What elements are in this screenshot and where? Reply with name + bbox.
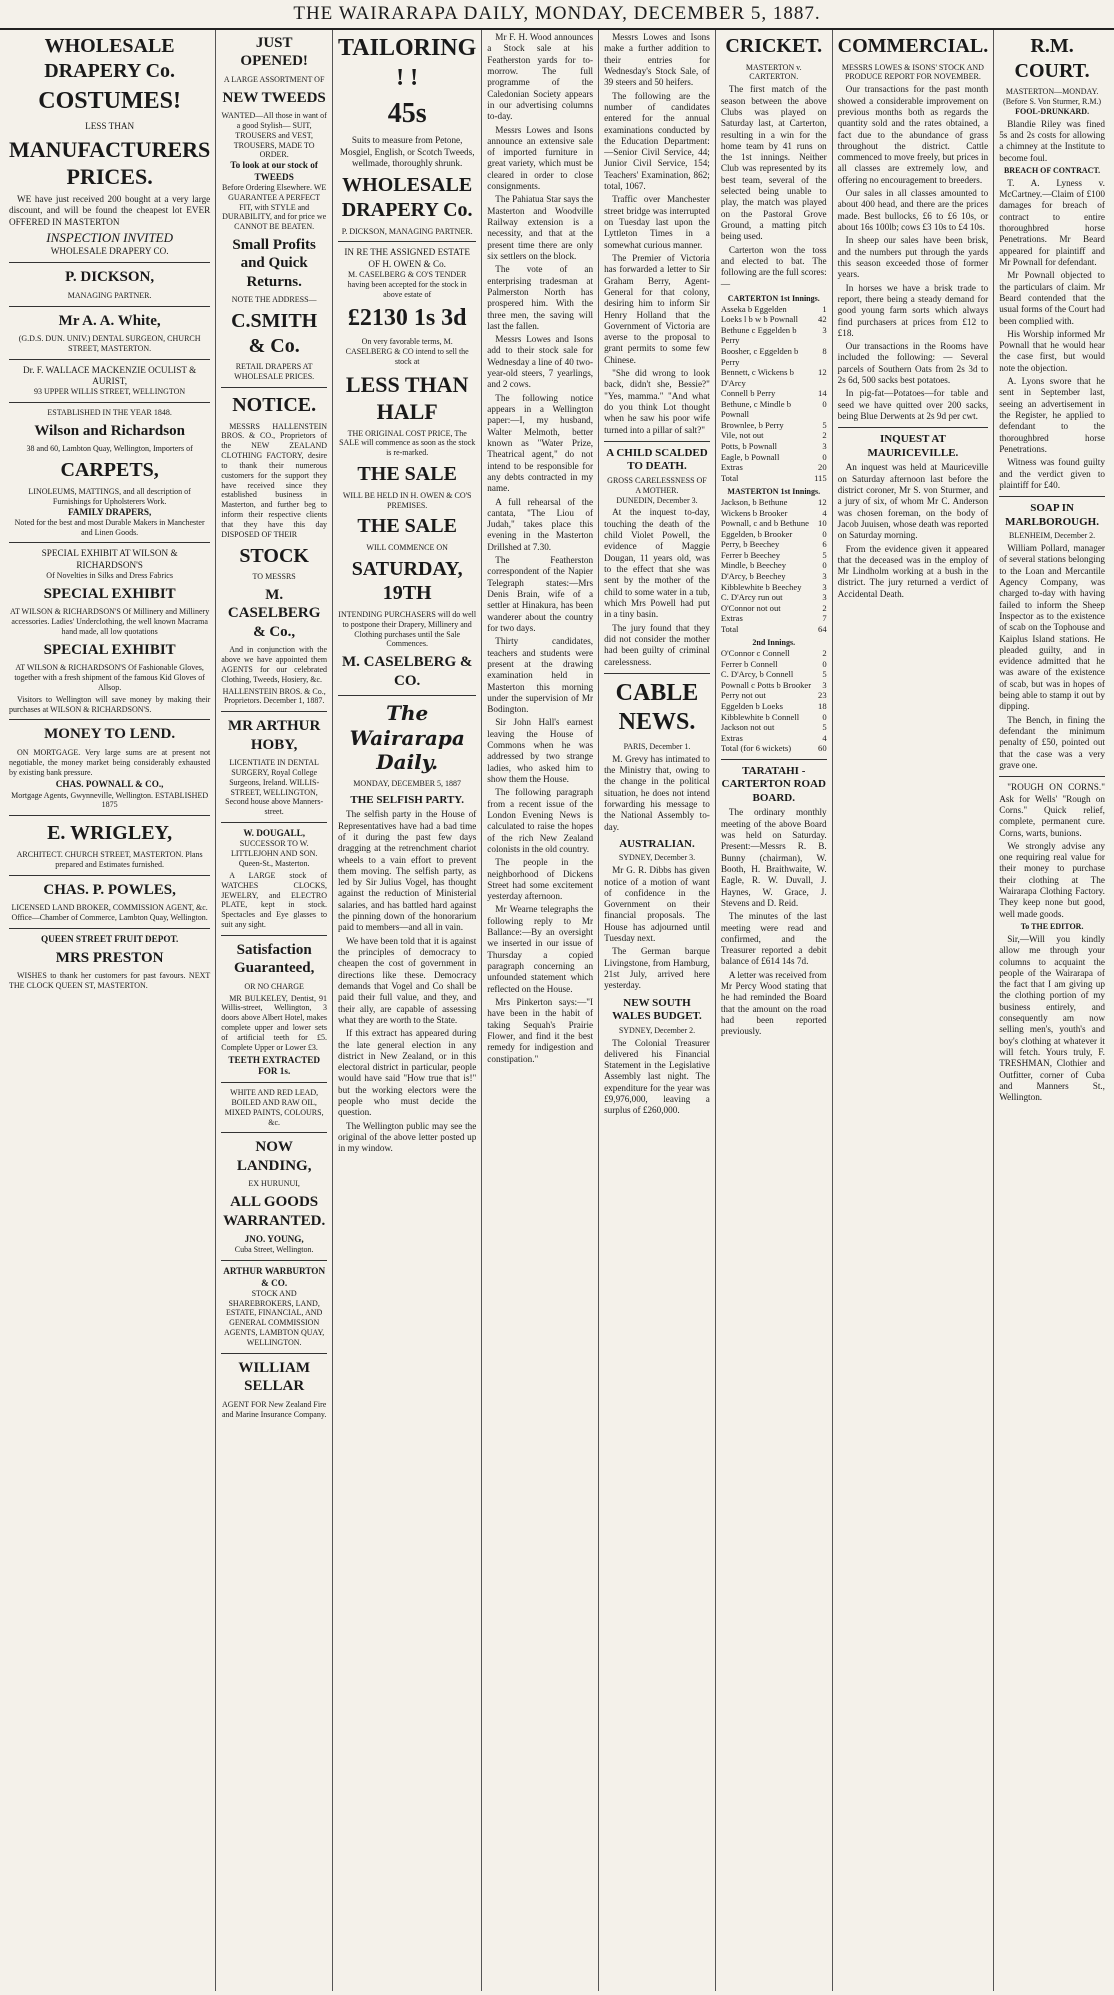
- batsman: Jackson not out: [720, 722, 775, 733]
- column-6: [716, 30, 833, 1991]
- batsman: Extras: [720, 732, 743, 743]
- batsman: Jackson, b Bethune: [720, 497, 788, 508]
- article-paragraph: Thirty candidates, teachers and students were present at the drawing examination held in Masterton this morning under the supervision of Mr Bodington.: [487, 636, 594, 715]
- article-subtitle: (Before S. Von Sturmer, R.M.): [1003, 97, 1102, 107]
- ad-subline: A LARGE ASSORTMENT OF: [223, 74, 325, 84]
- runs: 18: [818, 701, 827, 712]
- batsman: O'Connor not out: [720, 602, 781, 613]
- ad-subline: MANAGING PARTNER.: [67, 290, 152, 300]
- ad-headline: M. CASELBERG & CO.: [341, 654, 473, 689]
- paper-title: The Wairarapa Daily.: [349, 701, 465, 775]
- scorecard-row: [721, 613, 827, 624]
- article-paragraph: Traffic over Manchester street bridge was interrupted on Tuesday last upon the Lyttleton Times in a somewhat curious manner.: [604, 194, 710, 250]
- ad-body: And in conjunction with the above we have appointed them AGENTS for our celebrated Clothing, Tweeds, Hosiery, &c.: [221, 645, 328, 684]
- article-title: INQUEST AT MAURICEVILLE.: [867, 433, 959, 459]
- batsman: Total: [720, 472, 739, 483]
- ad-subline: LICENTIATE IN DENTAL SURGERY, Royal College Surgeons, Ireland. WILLIS-STREET, WELLINGTON, Second house above Manners-street.: [225, 758, 324, 817]
- article-paragraph: T. A. Lyness v. McCartney.—Claim of £100 damages for breach of contract to entire thoroughbred horse Penetrations. Mr Beard appeared for plaintiff and Mr Pownall for defendant.: [999, 177, 1105, 267]
- article-paragraph: The first match of the season between the above Clubs was played on Saturday last, at Carterton, resulting in a win for the home team by 41 runs on the 1st innings. Neither Club was represented by its best team, several of the selected being unable to play, the match was played on the Pastoral Grove Ground, a matting pitch being used.: [720, 84, 827, 242]
- article-paragraph: The vote of an enterprising tradesman at Palmerston North has prospered him. With the three men, the saving will last the fallen.: [487, 264, 594, 331]
- ad-headline: WILLIAM SELLAR: [238, 1359, 310, 1395]
- batsman: Loeks l b w b Pownall: [720, 314, 798, 325]
- ad-subline: INTENDING PURCHASERS will do well to postpone their Drapery, Millinery and Clothing purchases until the Sale Commences.: [338, 609, 477, 649]
- batsman: Wickens b Brooker: [720, 507, 788, 518]
- scorecard-row: [721, 648, 827, 659]
- ad-headline: COSTUMES!: [38, 88, 181, 115]
- ad-subline: Mortgage Agents, Gwynneville, Wellington. ESTABLISHED 1875: [11, 790, 209, 810]
- ad-subline: SUCCESSOR TO W. LITTLEJOHN AND SON. Queen-St., Masterton.: [230, 839, 318, 869]
- ad-subline: OR NO CHARGE: [244, 981, 304, 991]
- ad-subline: THE ORIGINAL COST PRICE, The SALE will commence as soon as the stock is re-marked.: [339, 428, 476, 458]
- article-paragraph: The Wellington public may see the original of the above letter posted up in my window.: [338, 1120, 477, 1154]
- ad-subline: 38 and 60, Lambton Quay, Wellington, Importers of: [26, 444, 193, 454]
- article-paragraph: Sir John Hall's earnest leaving the House of Commons when he was addressed by two strange ladies, who asked him to show them the House.: [487, 717, 594, 784]
- article-title: TARATAHI - CARTERTON ROAD BOARD.: [721, 764, 826, 804]
- scorecard-row: [721, 518, 827, 529]
- batsman: Pownall, c and b Bethune: [720, 518, 809, 529]
- runs: 23: [818, 690, 827, 701]
- ad-headline: SPECIAL EXHIBIT: [43, 641, 176, 658]
- scorecard-row: [721, 701, 827, 712]
- scorecard-row: [721, 539, 827, 550]
- article-paragraph: The minutes of the last meeting were read and confirmed, and the Treasurer reported a debit balance of £614 14s 7d.: [720, 911, 827, 967]
- article-paragraph: The Premier of Victoria has forwarded a letter to Sir Graham Berry, Agent-General for that colony, desiring him to inform Sir Henry Holland that the Government of Victoria are averse to the proposal to grant permits to some few Chinese.: [604, 252, 710, 365]
- article-title: A CHILD SCALDED TO DEATH.: [606, 446, 708, 473]
- ad-headline: E. WRIGLEY,: [47, 822, 173, 845]
- ad-headline: ALL GOODS WARRANTED.: [223, 1194, 326, 1229]
- article-paragraph: The people in the neighborhood of Dickens Street had some excitement yesterday afternoon.: [487, 857, 594, 902]
- article-paragraph: In pig-fat—Potatoes—for table and seed we have quitted over 200 sacks, being Blue Derwents at 2s 9d per cwt.: [837, 388, 989, 421]
- ad-body: WISHES to thank her customers for past favours. NEXT THE CLOCK QUEEN ST, MASTERTON.: [9, 971, 211, 991]
- ad-headline: WHOLESALE DRAPERY Co.: [341, 174, 473, 221]
- article-paragraph: The selfish party in the House of Representatives have had a bad time of it during the past few days dragging at the retrenchment chariot wheels to a vain effort to prevent them moving. The selfish party, as led by Sir Julius Vogel, has thought against the reduction of Ministerial salaries, and has battled hard against the pinning down of the honorarium paid to members—and all in vain.: [338, 809, 477, 933]
- ad-body: A LARGE stock of WATCHES CLOCKS, JEWELRY, and ELECTRO PLATE, kept in stock. Spectacles and Eye glasses to suit any sight.: [221, 870, 328, 930]
- paper-date: MONDAY, DECEMBER 5, 1887: [353, 778, 462, 788]
- scorecard-title: MASTERTON 1st Innings.: [727, 487, 821, 497]
- article-paragraph: Messrs Lowes and Isons make a further addition to their entries for Wednesday's Stock Sale, of 39 steers and 50 heifers.: [604, 32, 710, 88]
- article-paragraph: If this extract has appeared during the late general election in any district in New Zealand, or in this electoral district in particular, people would have said "How true that is!" but the working electors were the people who must decide the question.: [338, 1028, 477, 1118]
- ad-headline: M. CASELBERG & Co.,: [227, 586, 321, 640]
- article-paragraph: M. Grevy has intimated to the Ministry that, owing to the change in the political situation, he does not intend forwarding his message to the National Assembly to-day.: [604, 753, 710, 832]
- runs: 20: [818, 462, 827, 473]
- ad-headline: W. DOUGALL,: [243, 828, 305, 839]
- ad-headline: THE SALE: [357, 515, 457, 538]
- article-paragraph: Carterton won the toss and elected to bat. The following are the full scores:—: [720, 244, 827, 289]
- runs: 10: [818, 518, 827, 529]
- batsman: Asseka b Eggelden: [720, 303, 787, 314]
- article-paragraph: "ROUGH ON CORNS." Ask for Wells' "Rough on Corns." Quick relief, complete, permanent cure. Corns, warts, bunions.: [999, 782, 1105, 838]
- ad-headline: Mr A. A. White,: [58, 312, 161, 329]
- section-title: CABLE NEWS.: [615, 679, 699, 736]
- scorecard: [721, 648, 827, 754]
- column-3: [333, 30, 482, 1991]
- ad-subline: WHOLESALE DRAPERY CO.: [50, 246, 169, 257]
- scorecard-title: 2nd Innings.: [752, 638, 796, 648]
- article-paragraph: Messrs Lowes and Isons announce an extensive sale of imported furniture in great variety, which must be cleared in order to close consignments.: [487, 124, 594, 192]
- runs: 12: [818, 367, 827, 378]
- batsman: O'Connor c Connell: [720, 648, 790, 659]
- article-paragraph: The Featherston correspondent of the Napier Telegraph states:—Mrs Denis Brain, wife of a settler at Hinakura, has been wanderer about the country for two days.: [487, 555, 594, 633]
- ad-subline: Noted for the best and most Durable Makers in Manchester and Linen Goods.: [14, 517, 205, 537]
- scorecard-row: [721, 497, 827, 508]
- article-paragraph: Mr F. H. Wood announces a Stock sale at his Featherston yards for to-morrow. The full programme of the Caledonian Society appears in our advertising columns to-day.: [487, 32, 594, 122]
- ad-headline: Small Profits and Quick Returns.: [232, 237, 316, 290]
- runs: 4: [822, 507, 827, 518]
- scorecard: [721, 497, 827, 634]
- runs: 3: [822, 571, 827, 582]
- ad-subline: WILL BE HELD IN H. OWEN & CO'S PREMISES.: [342, 490, 472, 510]
- ad-headline: NOW LANDING,: [236, 1139, 312, 1174]
- ad-body: MESSRS HALLENSTEIN BROS. & CO., Proprietors of the NEW ZEALAND CLOTHING FACTORY, desire to thank their numerous customers for the support they have received since they established business in Masterton, and further beg to inform their respective clients that they have this day DISPOSED OF THEIR: [221, 421, 328, 539]
- article-paragraph: In horses we have a brisk trade to report, there being a steady demand for good young farm sorts which always find purchasers at prices from £12 to £18.: [837, 282, 989, 338]
- scorecard-row: [721, 346, 827, 367]
- batsman: Ferrer b Beechey: [720, 549, 781, 560]
- article-subtitle: MASTERTON—MONDAY.: [1005, 87, 1099, 97]
- scorecard-row: [721, 325, 827, 346]
- runs: 0: [822, 528, 827, 539]
- ad-subline: 93 UPPER WILLIS STREET, WELLINGTON: [34, 387, 186, 397]
- article-title: THE SELFISH PARTY.: [350, 793, 464, 806]
- ad-subline: AGENT FOR New Zealand Fire and Marine Insurance Company.: [221, 1399, 327, 1419]
- ad-subline: M. CASELBERG & CO'S TENDER having been accepted for the stock in above estate of: [347, 270, 467, 299]
- article-dateline: PARIS, December 1.: [623, 741, 691, 751]
- batsman: C. D'Arcy, b Connell: [720, 669, 794, 680]
- batsman: Bethune, c Mindle b Pownall: [720, 398, 792, 420]
- scorecard-row: [721, 529, 827, 540]
- ad-body: MR BULKELEY, Dentist, 91 Willis-street, Wellington, 3 doors above Albert Hotel, makes complete upper and lower sets of artificial teeth for £5. Complete Upper or Lower £3.: [221, 993, 328, 1052]
- ad-body: Visitors to Wellington will save money by making their purchases at WILSON & RICHARDSON'S.: [9, 694, 211, 714]
- ad-headline: NEW TWEEDS: [222, 89, 326, 106]
- ad-subline: AT WILSON & RICHARDSON'S Of Fashionable Gloves, together with a fresh shipment of the famous Kid Gloves of Allsop.: [14, 663, 205, 692]
- article-paragraph: An inquest was held at Mauriceville on Saturday afternoon last before the district coroner, Mr S. von Sturmer, and a jury of six, of whom Mr C. Anderson was chosen foreman, on the body of Jacob Juuisen, whose death was reported on Saturday morning.: [837, 462, 989, 541]
- runs: 3: [822, 441, 827, 452]
- article-dateline: SYDNEY, December 3.: [618, 853, 696, 863]
- article-paragraph: We have been told that it is against the principles of democracy to cheapen the cost of government in directions like these. Democracy demands that Vogel and Co shall be paid their full value, and they, and their ally, are capable of assessing what they are worth to the State.: [338, 935, 477, 1025]
- runs: 5: [822, 549, 827, 560]
- scorecard-row: [721, 508, 827, 519]
- ad-body: ON MORTGAGE. Very large sums are at present not negotiable, the money market being considerably exhausted by existing bank pressure.: [9, 747, 211, 777]
- ad-headline: Satisfaction Guaranteed,: [233, 941, 315, 977]
- ad-headline: TAILORING ! !: [338, 35, 477, 91]
- runs: 14: [818, 388, 827, 399]
- runs: 8: [822, 345, 827, 356]
- ad-subline: ARCHITECT. CHURCH STREET, MASTERTON. Plans prepared and Estimates furnished.: [16, 849, 203, 869]
- article-subtitle: MASTERTON v. CARTERTON.: [745, 62, 802, 82]
- article-paragraph: A letter was received from Mr Percy Wood stating that he had reminded the Board that the amount on the road had been reported previously.: [720, 969, 827, 1037]
- batsman: Connell b Perry: [720, 388, 776, 399]
- ad-headline: CHAS. P. POWLES,: [43, 881, 176, 898]
- scorecard-row: [721, 399, 827, 420]
- ad-headline: SATURDAY, 19TH: [351, 557, 463, 605]
- article-title: NEW SOUTH WALES BUDGET.: [612, 996, 702, 1023]
- article-paragraph: A full rehearsal of the cantata, "The Liou of Judah," takes place this evening in the Masterton Drillshed at 7.30.: [487, 496, 594, 552]
- article-paragraph: Witness was found guilty and the verdict given to plaintiff for £40.: [999, 457, 1105, 490]
- runs: 3: [822, 324, 827, 335]
- scorecard-title: CARTERTON 1st Innings.: [727, 293, 820, 303]
- ad-headline: QUEEN STREET FRUIT DEPOT.: [40, 933, 179, 944]
- article-subhead: FOOL-DRUNKARD.: [1015, 106, 1090, 116]
- scorecard-row: [721, 680, 827, 691]
- runs: 5: [822, 722, 827, 733]
- scorecard-row: [721, 462, 827, 473]
- ad-headline: To look at our stock of TWEEDS: [230, 160, 318, 182]
- article-paragraph: From the evidence given it appeared that the deceased was in the employ of Mr Lindholm working at a bush in the district. The jury returned a verdict of Accidental Death.: [837, 543, 989, 599]
- runs: 3: [822, 581, 827, 592]
- batsman: Eggelden, b Brooker: [720, 528, 793, 539]
- runs: 0: [822, 451, 827, 462]
- ad-subline: Before Ordering Elsewhere. WE GUARANTEE A PERFECT FIT, with STYLE and DURABILITY, and for price we CANNOT BE BEATEN.: [222, 182, 327, 232]
- batsman: Extras: [720, 462, 743, 473]
- article-paragraph: Mrs Pinkerton says:—"I have been in the habit of taking Sequah's Prairie Flower, and find it the best remedy for indigestion and constipation.": [487, 996, 594, 1064]
- ad-headline: ARTHUR WARBURTON & CO.: [223, 1266, 326, 1288]
- column-2: [216, 30, 333, 1991]
- runs: 0: [822, 711, 827, 722]
- batsman: Bennett, c Wickens b D'Arcy: [720, 367, 794, 388]
- runs: 0: [822, 658, 827, 669]
- article-paragraph: The ordinary monthly meeting of the above Board was held on Saturday. Present:—Messrs R. B. Bunny (chairman), W. Booth, H. Braithwaite, W. Eagle, R. W. Duvall, J. Haynes, W. Grace, J. Stevens and D. Reid.: [720, 807, 827, 908]
- batsman: Total (for 6 wickets): [720, 743, 792, 754]
- ad-subline: P. DICKSON, MANAGING PARTNER.: [341, 226, 473, 236]
- ad-headline: CHAS. POWNALL & CO.,: [55, 779, 164, 790]
- ad-headline: FAMILY DRAPERS,: [67, 506, 152, 517]
- scorecard-row: [721, 624, 827, 635]
- batsman: Kibblewhite b Connell: [720, 711, 800, 722]
- article-paragraph: The Colonial Treasurer delivered his Financial Statement in the Legislative Assembly last night. The expenditure for the year was £9,976,000, leaving a surplus of £260,000.: [604, 1037, 710, 1116]
- column-5: [599, 30, 716, 1991]
- ad-headline: MR ARTHUR HOBY,: [227, 718, 321, 753]
- scorecard-row: [721, 473, 827, 484]
- ad-subline: HALLENSTEIN BROS. & Co., Proprietors. December 1, 1887.: [222, 686, 326, 706]
- article-dateline: DUNEDIN, December 3.: [616, 495, 698, 505]
- batsman: Pownall c Potts b Brooker: [720, 679, 812, 690]
- runs: 5: [822, 419, 827, 430]
- article-title: SOAP IN MARLBOROUGH.: [1005, 502, 1099, 528]
- ad-headline: IN RE THE ASSIGNED ESTATE OF H. OWEN & Co.: [344, 247, 471, 269]
- article-paragraph: "She did wrong to look back, didn't she, Bessie?" "Yes, mamma." "And what do you think Lot thought when he saw his poor wife turned into a pillar of salt?": [604, 368, 710, 435]
- ad-subline: WILL COMMENCE ON: [366, 542, 448, 552]
- ad-headline: JNO. YOUNG,: [244, 1234, 304, 1245]
- runs: 64: [818, 623, 827, 634]
- ad-headline: LESS THAN HALF: [345, 371, 469, 424]
- scorecard-row: [721, 430, 827, 441]
- scorecard-row: [721, 571, 827, 582]
- ad-headline: MONEY TO LEND.: [44, 726, 176, 743]
- section-title: COMMERCIAL.: [837, 35, 989, 57]
- ad-headline: TEETH EXTRACTED FOR 1s.: [228, 1054, 320, 1076]
- ad-headline: WHOLESALE DRAPERY Co.: [44, 35, 176, 82]
- runs: 2: [822, 648, 827, 659]
- batsman: Vile, not out: [720, 430, 764, 441]
- scorecard-row: [721, 722, 827, 733]
- article-paragraph: William Pollard, manager of several stations belonging to the Loan and Mercantile Agency Company, was charged to-day with having failed to inform the Sheep Inspector as to the existence of scab on the Tophouse and Kaiplus Island stations. He pleaded guilty, and in evidence admitted that he was aware of the existence of scab, but was in hopes of being able to stamp it out by dipping.: [999, 543, 1105, 712]
- ad-headline: JUST OPENED!: [240, 35, 308, 70]
- runs: 2: [822, 602, 827, 613]
- ad-subline: STOCK AND SHAREBROKERS, LAND, ESTATE, FINANCIAL, AND GENERAL COMMISSION AGENTS, LAMBTON QUAY, WELLINGTON.: [224, 1288, 325, 1347]
- scorecard-row: [721, 550, 827, 561]
- batsman: Perry not out: [720, 690, 766, 701]
- batsman: D'Arcy, b Beechey: [720, 571, 786, 582]
- runs: 6: [822, 539, 827, 550]
- ad-subline: Suits to measure from Petone, Mosgiel, English, or Scotch Tweeds, wellmade, thoroughly shrunk.: [339, 135, 475, 169]
- runs: 1: [822, 303, 827, 314]
- scorecard-row: [721, 712, 827, 723]
- column-1: [4, 30, 216, 1991]
- ad-subline: WANTED—All those in want of a good Stylish— SUIT, TROUSERS and VEST, TROUSERS, MADE TO ORDER.: [221, 111, 327, 160]
- runs: 0: [822, 398, 827, 409]
- article-paragraph: The Bench, in fining the defendant the minimum penalty of £50, pointed out that the case was a very grave one.: [999, 714, 1105, 770]
- article-dateline: BLENHEIM, December 2.: [1008, 531, 1096, 541]
- columns: [4, 30, 1110, 1991]
- ad-headline: NOTICE.: [232, 394, 317, 417]
- scorecard-row: [721, 560, 827, 571]
- article-paragraph: The following are the number of candidates entered for the annual examinations conducted by the Education Department:—Senior Civil Service, 44; Junior Civil Service, 154; Teachers' Examination, 862; total, 1067.: [604, 90, 710, 192]
- column-4: [482, 30, 599, 1991]
- article-paragraph: The Pahiatua Star says the Masterton and Woodville Railway extension is a necessity, and that at the present time there are only six settlers on the block.: [487, 194, 594, 261]
- article-paragraph: A. Lyons swore that he sent in September last, seeing an advertisement in the Register, he applied to defendant to the thoroughbred horse Penetrations.: [999, 376, 1105, 454]
- article-subtitle: GROSS CARELESSNESS OF A MOTHER.: [607, 475, 707, 495]
- ad-subline: INSPECTION INVITED: [46, 230, 173, 246]
- article-paragraph: Mr Wearne telegraphs the following reply to Mr Ballance:—By an oversight we inserted in our issue of Thursday a copied paragraph concerning an unfounded statement which reflected on the House.: [487, 904, 594, 994]
- scorecard-row: [721, 690, 827, 701]
- runs: 12: [818, 497, 827, 508]
- section-title: R.M. COURT.: [1014, 35, 1090, 82]
- article-paragraph: Our transactions in the Rooms have included the following: — Several parcels of Southern Oats from 2s 3d to 2s 6d, 500 sacks best potatoes.: [837, 341, 989, 386]
- batsman: Eggelden b Loeks: [720, 701, 783, 712]
- scorecard-row: [721, 367, 827, 388]
- batsman: Boosher, c Eggelden b Perry: [720, 345, 799, 367]
- article-paragraph: Blandie Riley was fined 5s and 2s costs for allowing a chimney at the Institute to become foul.: [999, 118, 1105, 163]
- article-paragraph: The German barque Livingstone, from Hamburg, 21st July, arrived here yesterday.: [604, 946, 710, 991]
- runs: 7: [822, 613, 827, 624]
- scorecard-row: [721, 582, 827, 593]
- ad-headline: P. DICKSON,: [65, 269, 155, 286]
- batsman: Eagle, b Pownall: [720, 451, 780, 462]
- batsman: Perry, b Beechey: [720, 539, 780, 550]
- article-subhead: BREACH OF CONTRACT.: [1003, 165, 1101, 175]
- scorecard-row: [721, 603, 827, 614]
- article-paragraph: Our sales in all classes amounted to about 400 head, and there are the prices made. Best bullocks, £6 to £6 10s, or about 16s 100lb; cows £3 10s to £4 10s.: [837, 188, 989, 232]
- batsman: C. D'Arcy run out: [720, 592, 783, 603]
- ad-headline: SPECIAL EXHIBIT AT WILSON & RICHARDSON'S: [41, 548, 178, 570]
- article-paragraph: The jury found that they did not consider the mother had been guilty of criminal carelessness.: [604, 622, 710, 667]
- batsman: Mindle, b Beechey: [720, 560, 787, 571]
- article-paragraph: Messrs Lowes and Isons add to their stock sale for Wednesday a line of 40 two-year-old steers, 7 yearlings, and 2 cows.: [487, 334, 594, 390]
- column-7: [833, 30, 995, 1991]
- article-paragraph: The following notice appears in a Wellington paper:—I, my husband, Walter Melmoth, better known as "Water Prize, Theatrical agent," do not intend to be responsible for any debts contracted in my name.: [487, 392, 594, 494]
- runs: 2: [822, 430, 827, 441]
- ad-headline: 45s: [387, 98, 427, 130]
- scorecard-row: [721, 441, 827, 452]
- ad-headline: C.SMITH & Co.: [231, 310, 318, 357]
- ad-headline: SPECIAL EXHIBIT: [43, 585, 176, 602]
- runs: 60: [818, 743, 827, 754]
- ad-subline: WHITE AND RED LEAD, BOILED AND RAW OIL, MIXED PAINTS, COLOURS, &c.: [224, 1088, 324, 1127]
- ad-headline: £2130 1s 3d: [347, 304, 467, 331]
- section-title: CRICKET.: [725, 35, 823, 57]
- scorecard-row: [721, 592, 827, 603]
- scorecard-row: [721, 314, 827, 325]
- ad-subline: (G.D.S. DUN. UNIV.) DENTAL SURGEON, CHURCH STREET, MASTERTON.: [18, 334, 201, 353]
- scorecard-row: [721, 452, 827, 463]
- article-paragraph: At the inquest to-day, touching the death of the child Violet Powell, the evidence of Maggie Dougan, 11 years old, was to the effect that she was sent by the mother of the child to some water in a tub, which Mrs Powell had put in a tiny basin.: [604, 507, 710, 620]
- runs: 4: [822, 732, 827, 743]
- scorecard: [721, 304, 827, 484]
- batsman: Extras: [720, 613, 743, 624]
- batsman: Ferrer b Connell: [720, 658, 778, 669]
- runs: 3: [822, 592, 827, 603]
- masthead: THE WAIRARAPA DAILY, MONDAY, DECEMBER 5, 1887.: [0, 0, 1114, 30]
- article-paragraph: In sheep our sales have been brisk, and the numbers put through the yards this season exceeded those of former years.: [837, 235, 989, 280]
- article-paragraph: Mr G. R. Dibbs has given notice of a motion of want of confidence in the Government on their financial proposals. The House has adjourned until Tuesday next.: [604, 865, 710, 944]
- runs: 5: [822, 669, 827, 680]
- scorecard-row: [721, 304, 827, 315]
- ad-subline: AT WILSON & RICHARDSON'S Of Millinery and Millinery accessories. Ladies' Underclothing, the well known Macrama hand made, all low quotations: [10, 607, 210, 637]
- ad-subline: Cuba Street, Wellington.: [234, 1245, 314, 1255]
- ad-headline: Dr. F. WALLACE MACKENZIE OCULIST & AURIST,: [23, 364, 197, 387]
- article-paragraph: His Worship informed Mr Pownall that he would hear the case first, but would note the objection.: [999, 328, 1105, 373]
- scorecard-row: [721, 388, 827, 399]
- article-paragraph: The following paragraph from a recent issue of the London Evening News is calculated to raise the hopes of the rich New Zealand colonists in the old country.: [487, 787, 594, 854]
- batsman: Total: [720, 623, 739, 634]
- scorecard-row: [721, 733, 827, 744]
- batsman: Bethune c Eggelden b Perry: [720, 324, 797, 346]
- article-paragraph: We strongly advise any one requiring real value for their money to purchase their clothing at The Wairarapa Clothing Factory. They keep none but good, well made goods.: [999, 840, 1105, 919]
- ad-headline: STOCK: [239, 544, 309, 567]
- column-8: [994, 30, 1110, 1991]
- runs: 115: [814, 472, 827, 483]
- article-subhead: To THE EDITOR.: [1020, 922, 1084, 932]
- ad-headline: CARPETS,: [60, 459, 159, 482]
- ad-headline: THE SALE: [357, 463, 457, 486]
- article-title: AUSTRALIAN.: [619, 837, 695, 850]
- ad-headline: Wilson and Richardson: [34, 422, 185, 439]
- ad-subline: LINOLEUMS, MATTINGS, and all description of Furnishings for Upholsterers Work.: [28, 486, 191, 506]
- ad-subline: EX HURUNUI,: [248, 1179, 300, 1189]
- scorecard-row: [721, 659, 827, 670]
- batsman: Brownlee, b Perry: [720, 419, 784, 430]
- ad-headline: MRS PRESTON: [55, 949, 164, 966]
- batsman: Potts, b Pownall: [720, 441, 777, 452]
- article-paragraph: Mr Pownall objected to the particulars of claim. Mr Beard contended that the usual forms of the Court had been complied with.: [999, 270, 1105, 326]
- ad-subline: On very favorable terms, M. CASELBERG & CO intend to sell the stock at: [345, 337, 469, 366]
- ad-subline: TO MESSRS: [252, 572, 296, 582]
- ad-subline: LESS THAN: [85, 120, 135, 131]
- ad-subline: Of Novelties in Silks and Dress Fabrics: [46, 571, 173, 581]
- article-subtitle: MESSRS LOWES & ISONS' STOCK AND PRODUCE REPORT FOR NOVEMBER.: [841, 62, 984, 82]
- batsman: Kibblewhite b Beechey: [720, 581, 802, 592]
- ad-body: WE have just received 200 bought at a very large discount, and will be found the cheapest lot EVER OFFERED IN MASTERTON: [9, 194, 211, 227]
- ad-headline: MANUFACTURERS PRICES.: [9, 137, 211, 190]
- article-dateline: SYDNEY, December 2.: [618, 1025, 696, 1035]
- ad-subline: LICENSED LAND BROKER, COMMISSION AGENT, &c. Office—Chamber of Commerce, Lambton Quay, Wellington.: [11, 903, 208, 922]
- ad-subline: RETAIL DRAPERS AT WHOLESALE PRICES.: [234, 362, 315, 382]
- ad-subline: ESTABLISHED IN THE YEAR 1848.: [47, 408, 172, 418]
- scorecard-row: [721, 669, 827, 680]
- runs: 0: [822, 560, 827, 571]
- runs: 3: [822, 679, 827, 690]
- runs: 42: [818, 314, 827, 325]
- ad-subline: NOTE THE ADDRESS—: [231, 295, 317, 305]
- scorecard-row: [721, 420, 827, 431]
- scorecard-row: [721, 743, 827, 754]
- article-paragraph: Sir,—Will you kindly allow me through your columns to acquaint the people of the Wairarapa of the fact that I am giving up the clothing portion of my business entirely, and consequently am now selling men's, youth's and boy's clothing at whatever it will fetch. Yours truly, F. TRESHMAN, Clothier and Outfitter, corner of Cuba and Manners St., Wellington.: [999, 933, 1105, 1103]
- article-paragraph: Our transactions for the past month showed a considerable improvement on previous months both as regards the quantity sold and the rates obtained, a fact due to the abundance of grass throughout the district. Cattle commenced to move freely, but prices in all classes are extremely low, and offering no encouragement to breeders.: [837, 84, 989, 185]
